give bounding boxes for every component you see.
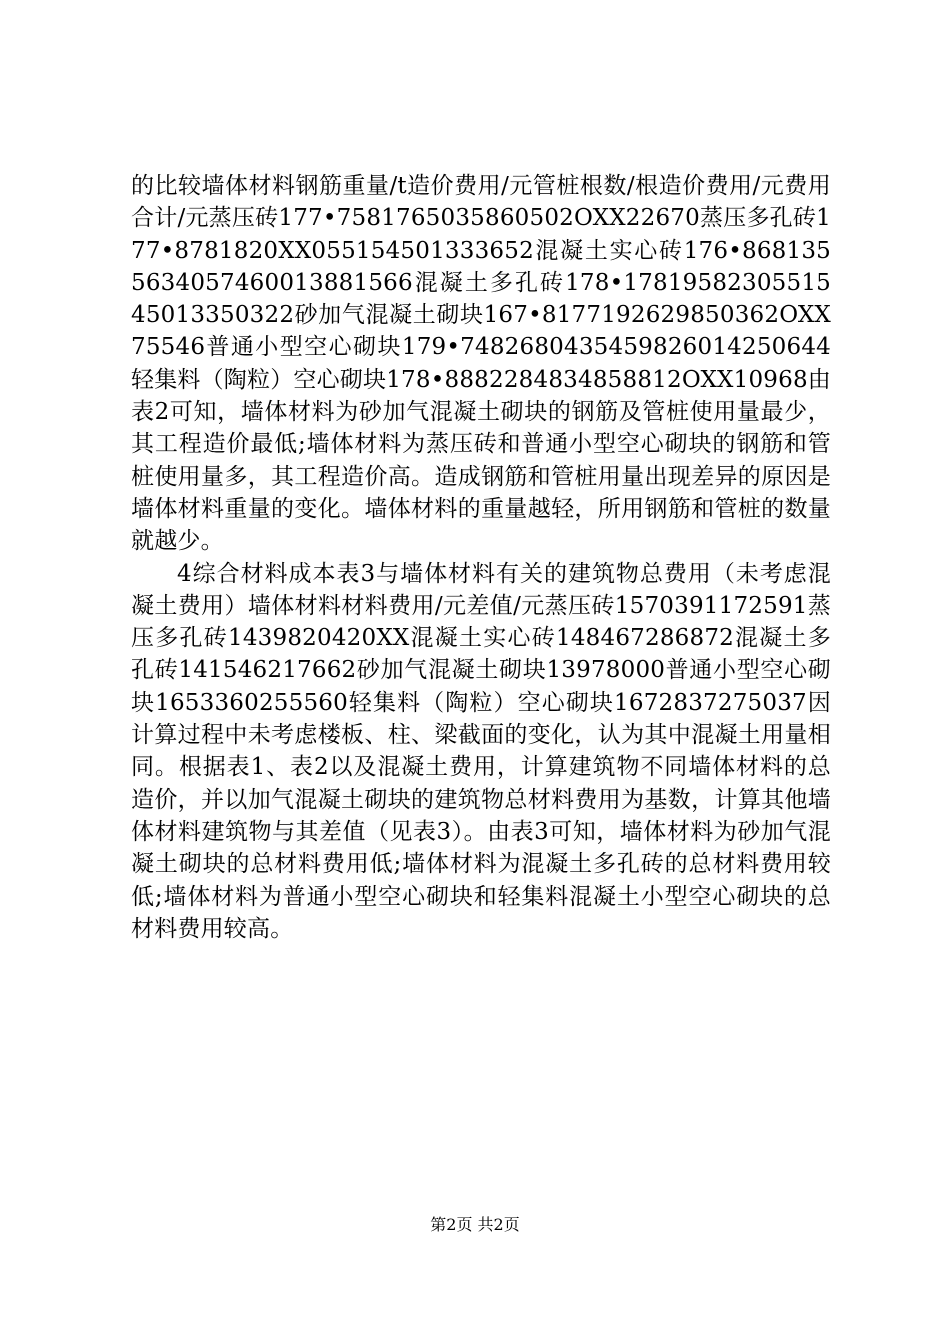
paragraph-2: 4综合材料成本表3与墙体材料有关的建筑物总费用（未考虑混凝土费用）墙体材料材料费用/元差值/元蒸压砖1570391172591蒸压多孔砖1439820420XX混凝土实心砖148467286872混凝土多孔砖141546217662砂加气混凝土砌块13978000普通小型空心砌块1653360255560轻集料（陶粒）空心砌块1672837275037因计算过程中未考虑楼板、柱、梁截面的变化，认为其中混凝土用量相同。根据表1、表2以及混凝土费用，计算建筑物不同墙体材料的总造价，并以加气混凝土砌块的建筑物总材料费用为基数，计算其他墙体材料建筑物与其差值（见表3）。由表3可知，墙体材料为砂加气混凝土砌块的总材料费用低;墙体材料为混凝土多孔砖的总材料费用较低;墙体材料为普通小型空心砌块和轻集料混凝土小型空心砌块的总材料费用较高。: [131, 560, 831, 942]
paragraph-1: 的比较墙体材料钢筋重量/t造价费用/元管桩根数/根造价费用/元费用合计/元蒸压砖177•7581765035860502OXX22670蒸压多孔砖177•8781820XX055154501333652混凝土实心砖176•8681355634057460013881566混凝土多孔砖178•1781958230551545013350322砂加气混凝土砌块167•8177192629850362OXX75546普通小型空心砌块179•7482680435459826014250644轻集料（陶粒）空心砌块178•8882284834858812OXX10968由表2可知，墙体材料为砂加气混凝土砌块的钢筋及管桩使用量最少，其工程造价最低;墙体材料为蒸压砖和普通小型空心砌块的钢筋和管桩使用量多，其工程造价高。造成钢筋和管桩用量出现差异的原因是墙体材料重量的变化。墙体材料的重量越轻，所用钢筋和管桩的数量就越少。: [131, 173, 831, 555]
page-footer: 第2页 共2页: [430, 1215, 520, 1234]
body-text: [131, 170, 831, 945]
